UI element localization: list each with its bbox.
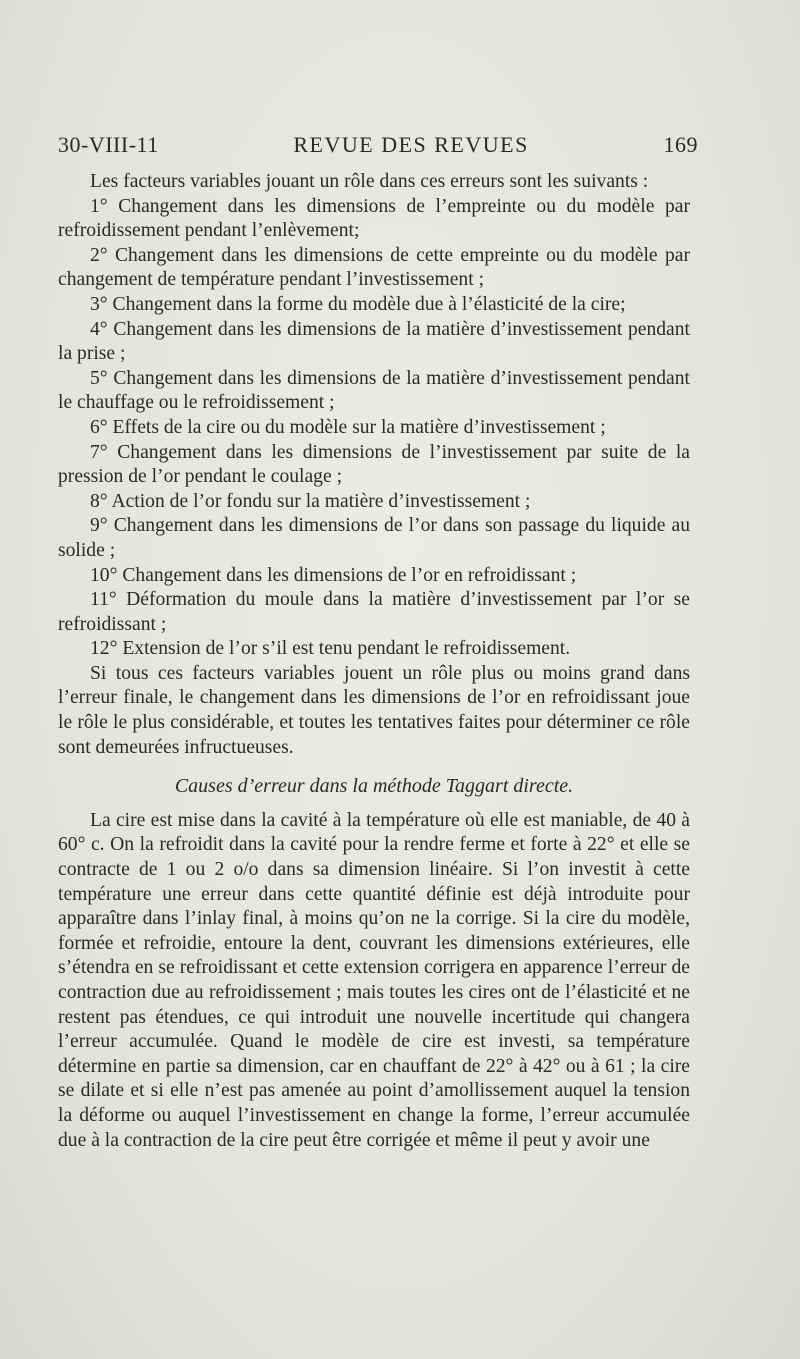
intro-paragraph: Les facteurs variables jouant un rôle dans ces erreurs sont les suivants : xyxy=(90,171,649,192)
list-item: 8° Action de l’or fondu sur la matière d’investissement ; xyxy=(90,490,531,512)
body-text xyxy=(58,170,690,1153)
page-number: 169 xyxy=(663,132,698,157)
conclusion-paragraph: Si tous ces facteurs variables jouent un rôle plus ou moins grand dans l’erreur finale, le changement dans les dimensions de l’or en refroidissant joue le rôle le plus considérable, et toutes les tentatives faites pour déterminer ce rôle sont demeurées infructueuses. xyxy=(58,662,690,758)
list-item: 2° Changement dans les dimensions de cette empreinte ou du modèle par changement de température pendant l’investissement ; xyxy=(58,244,690,291)
list-item: 5° Changement dans les dimensions de la matière d’investissement pendant le chauffage ou le refroidissement ; xyxy=(58,367,690,414)
list-item: 10° Changement dans les dimensions de l’or en refroidissant ; xyxy=(90,564,577,586)
running-header xyxy=(58,132,698,158)
header-date: 30-VIII-11 xyxy=(58,132,159,157)
list-item: 9° Changement dans les dimensions de l’or dans son passage du liquide au solide ; xyxy=(58,515,690,561)
list-item: 7° Changement dans les dimensions de l’investissement par suite de la pression de l’or pendant le coulage ; xyxy=(58,441,690,488)
section-heading: Causes d’erreur dans la méthode Taggart directe. xyxy=(174,775,574,798)
section-paragraph: La cire est mise dans la cavité à la température où elle est maniable, de 40 à 60° c. On la refroidit dans la cavité pour la rendre ferme et forte à 22° et elle se contracte de 1 ou 2 o/o dans sa dimension linéaire. Si l’on investit à cette température une erreur dans cette quantité définie est déjà introduite pour apparaître dans l’inlay final, à moins qu’on ne la corrige. Si la cire du modèle, formée et refroidie, entoure la dent, couvrant les dimensions extérieures, elle s’étendra en se refroidissant et cette extension corrigera en apparence l’erreur de contraction due au refroidissement ; mais toutes les cires ont de l’élasticité et ne restent pas étendues, ce qui introduit une nouvelle incertitude qui changera l’erreur accumulée. Quand le modèle de cire est investi, sa température détermine en partie sa dimension, car en chauffant de 22° à 42° ou à 61 ; la cire se dilate et si elle n’est pas amenée au point d’amollissement auquel la tension la déforme ou auquel l’investissement en change la forme, l’erreur accumulée due à la contraction de la cire peut être corrigée et même il peut y avoir une xyxy=(58,809,690,1151)
list-item: 4° Changement dans les dimensions de la matière d’investissement pendant la prise ; xyxy=(58,318,690,365)
list-item: 3° Changement dans la forme du modèle due à l’élasticité de la cire; xyxy=(90,293,626,315)
list-item: 11° Déformation du moule dans la matière d’investissement par l’or se refroidissant ; xyxy=(58,589,690,635)
list-item: 6° Effets de la cire ou du modèle sur la matière d’investissement ; xyxy=(90,416,606,438)
header-title: REVUE DES REVUES xyxy=(293,132,529,157)
list-item: 12° Extension de l’or s’il est tenu pendant le refroidissement. xyxy=(90,638,571,660)
list-item: 1° Changement dans les dimensions de l’empreinte ou du modèle par refroidissement pendant l’enlèvement; xyxy=(58,195,690,242)
